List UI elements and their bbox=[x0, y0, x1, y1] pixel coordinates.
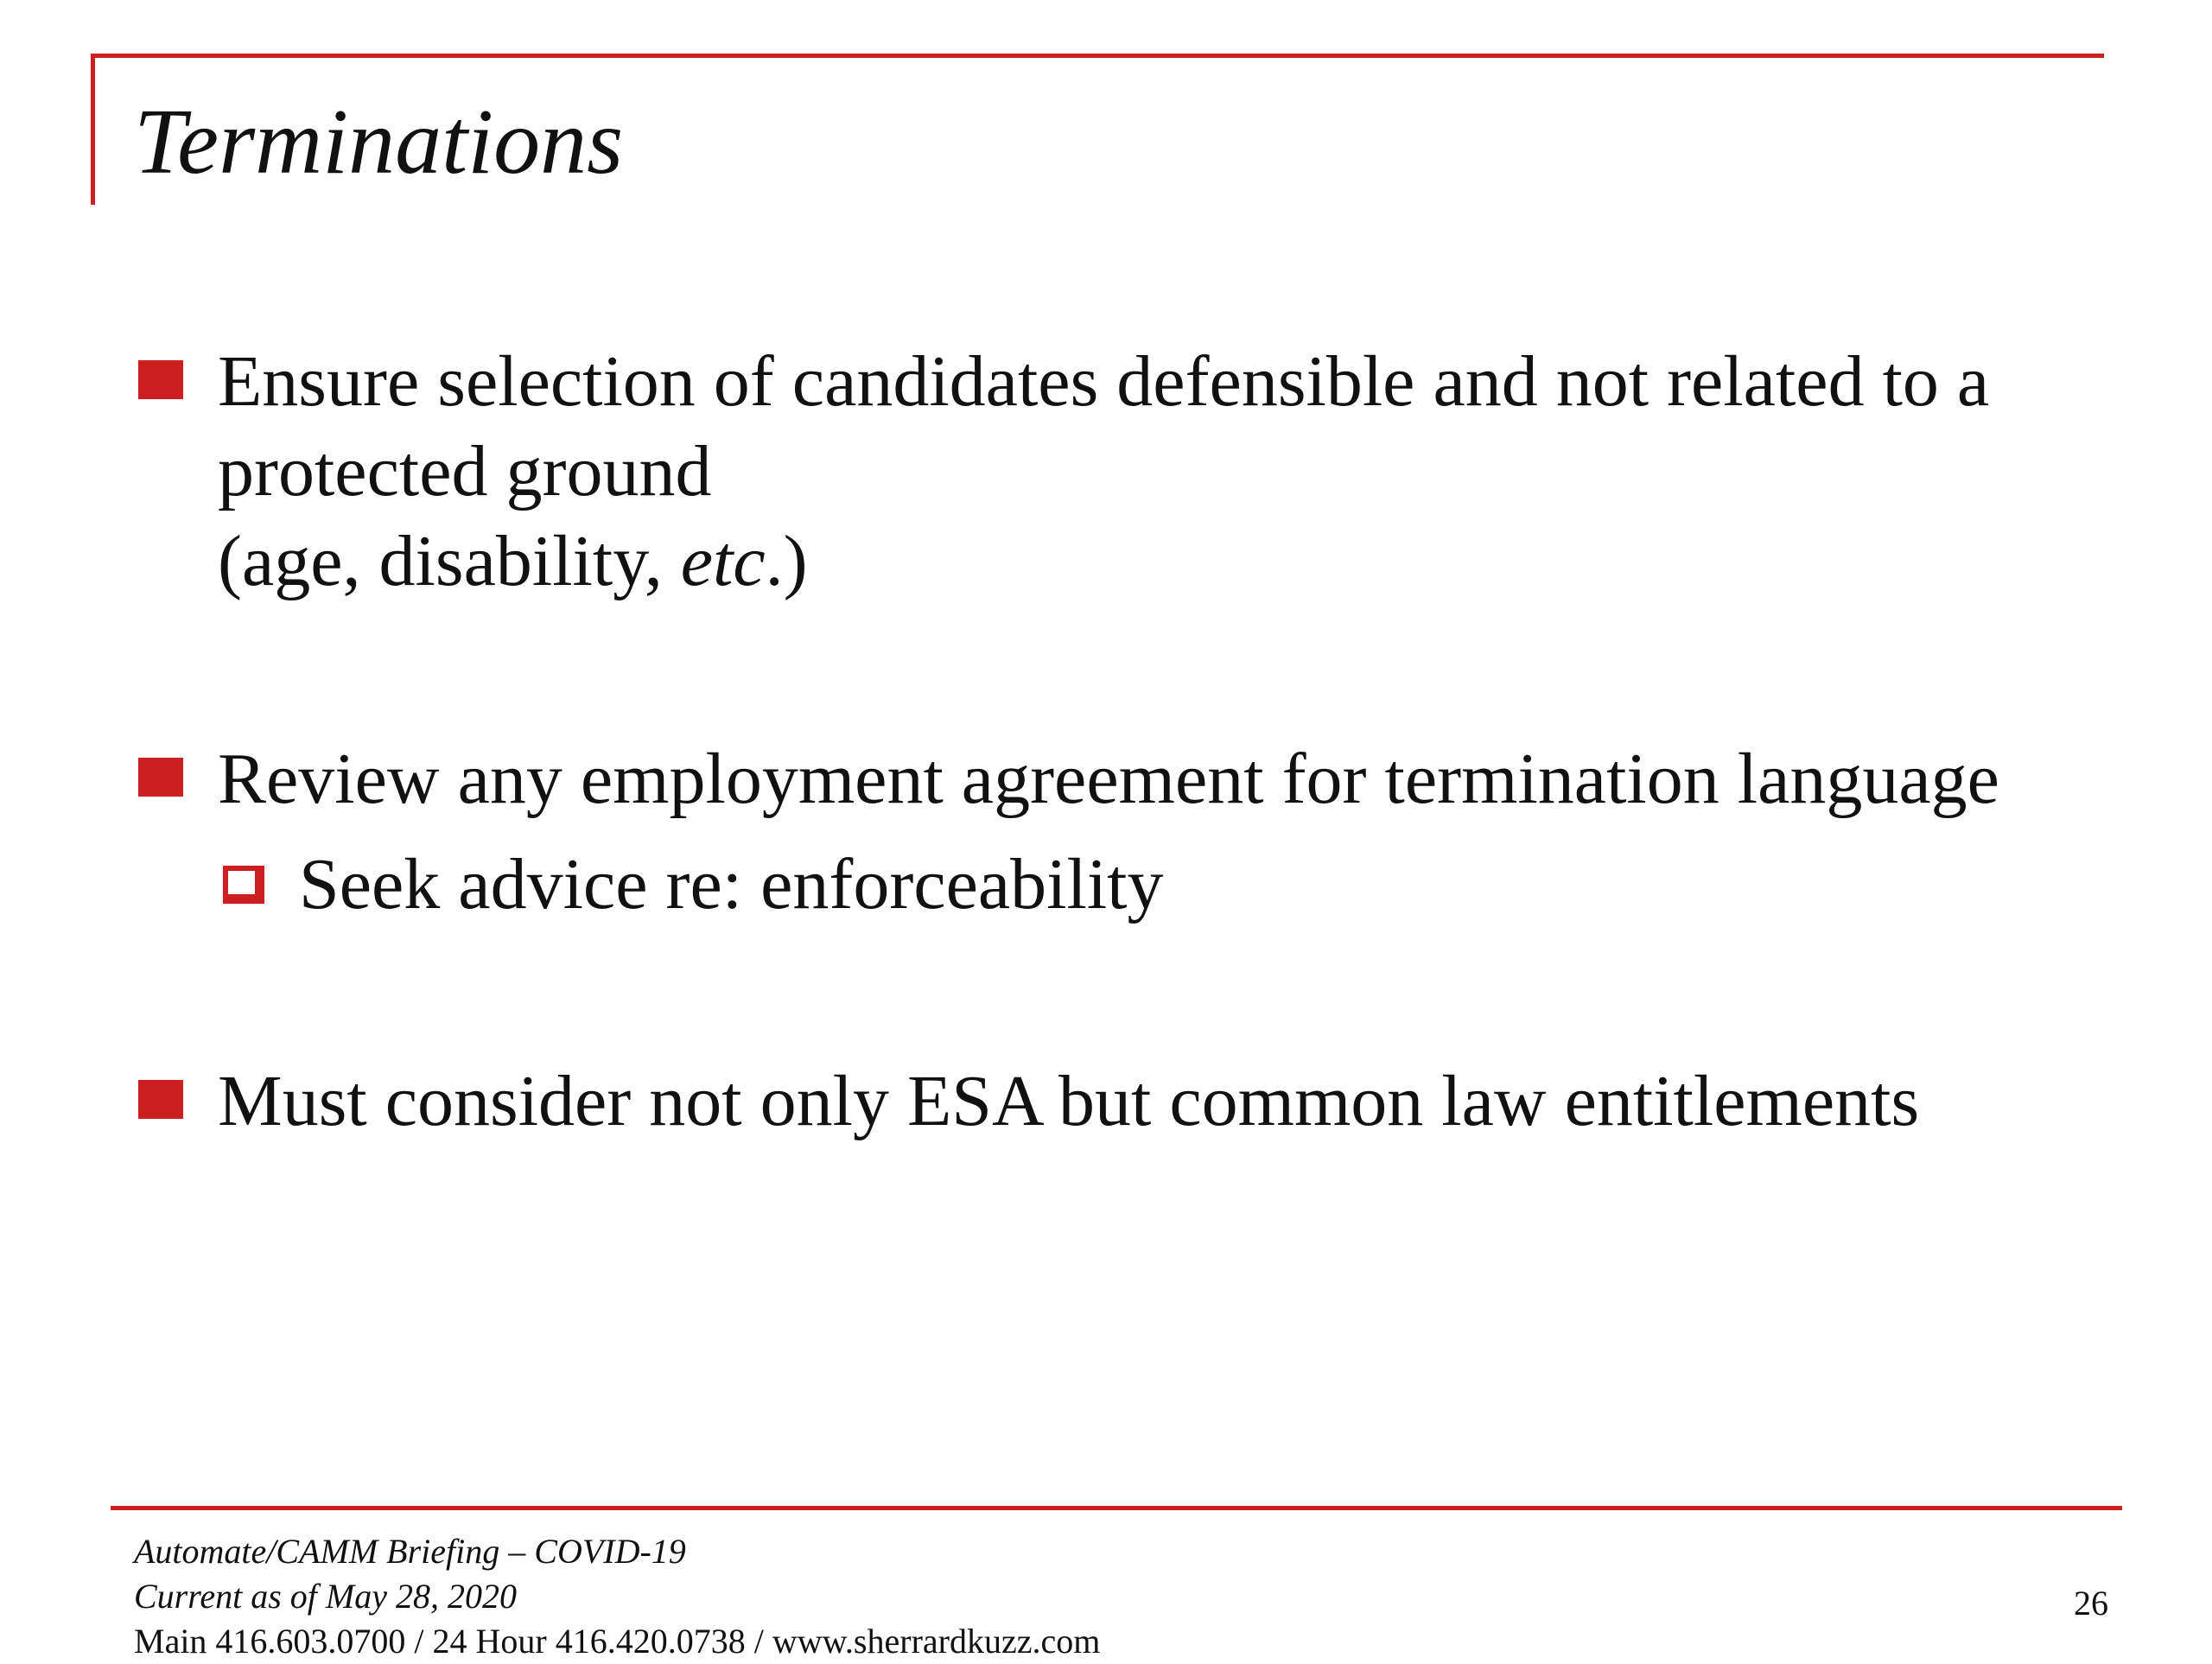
bullet-text-3 bbox=[218, 1057, 2119, 1146]
bullet-line: protected ground bbox=[218, 431, 712, 511]
footer bbox=[134, 1529, 1100, 1664]
hollow-square-bullet-icon bbox=[223, 866, 264, 904]
page-number: 26 bbox=[2074, 1584, 2108, 1623]
square-bullet-icon bbox=[138, 758, 183, 797]
parenthetical-italic-text: etc bbox=[680, 521, 766, 601]
bullet-line: Review any employment agreement for termination language bbox=[218, 739, 1999, 819]
title-left-rule bbox=[91, 54, 95, 205]
footer-date: Current as of May 28, 2020 bbox=[134, 1577, 517, 1616]
footer-rule bbox=[111, 1506, 2122, 1510]
slide-title: Terminations bbox=[134, 91, 624, 194]
bullet-line: Ensure selection of candidates defensible and not related to a bbox=[218, 341, 1990, 422]
bullet-text-2 bbox=[218, 734, 2119, 824]
square-bullet-icon bbox=[138, 360, 183, 399]
title-top-rule bbox=[91, 54, 2104, 58]
square-bullet-icon bbox=[138, 1080, 183, 1119]
bullet-line-parenthetical bbox=[218, 517, 2119, 607]
footer-briefing-title: Automate/CAMM Briefing – COVID-19 bbox=[134, 1532, 686, 1571]
sub-bullet-text: Seek advice re: enforceability bbox=[299, 844, 1164, 924]
bullet-text-1 bbox=[218, 337, 2119, 607]
bullet-line: Must consider not only ESA but common law entitlements bbox=[218, 1061, 1920, 1141]
footer-contact: Main 416.603.0700 / 24 Hour 416.420.0738 / www.sherrardkuzz.com bbox=[134, 1622, 1101, 1661]
parenthetical-close-text: .) bbox=[765, 521, 808, 601]
parenthetical-text: (age, disability, bbox=[218, 521, 681, 601]
